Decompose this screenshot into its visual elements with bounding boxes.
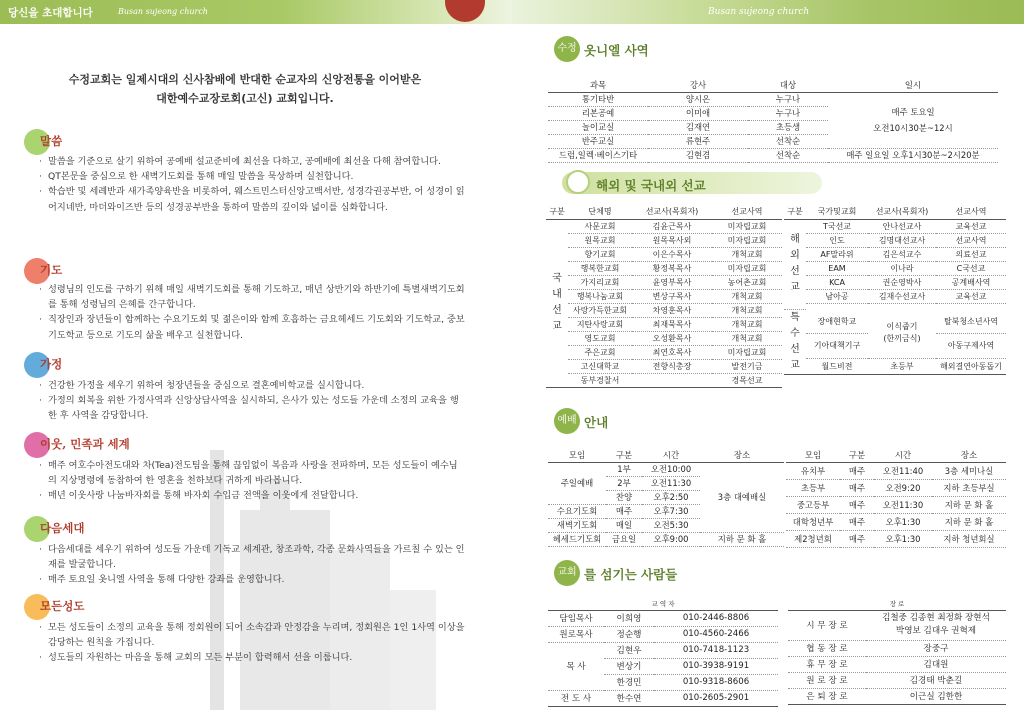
cell: 교육선교 xyxy=(936,219,1006,233)
right-page xyxy=(512,0,1024,717)
worship-circle: 예배 xyxy=(554,408,580,434)
othniel-title: 옷니엘 사역 xyxy=(584,43,649,58)
table-row xyxy=(548,626,778,642)
cell: 김현겸 xyxy=(648,148,748,162)
cell: 농어촌교회 xyxy=(712,275,782,289)
cell: 드럼,일렉·베이스기타 xyxy=(548,148,648,162)
othniel-table xyxy=(548,78,998,163)
nextgen-section-title: 다음세대 xyxy=(40,521,85,535)
intro-line-2: 대한예수교장로회(고신) 교회입니다. xyxy=(156,92,334,105)
othniel-time-1a: 매주 토요일 xyxy=(891,107,935,117)
worship-table-left xyxy=(548,448,784,547)
cell: 누구나 xyxy=(748,92,828,106)
table-row xyxy=(546,345,782,359)
table-row xyxy=(546,261,782,275)
othniel-col-header: 강사 xyxy=(648,78,748,92)
cell: 개척교회 xyxy=(712,331,782,345)
cell: 매주 xyxy=(840,530,874,547)
special-label: 특수선교 xyxy=(784,309,806,374)
bible-image xyxy=(445,0,485,22)
table-row xyxy=(548,610,778,626)
cell: 제2청년회 xyxy=(786,530,840,547)
cell: 3층 대예배실 xyxy=(700,462,784,532)
table-row xyxy=(546,303,782,317)
cell: 김재수선교사 xyxy=(868,289,936,303)
cell: 경목선교 xyxy=(712,373,782,387)
table-row xyxy=(786,513,1006,530)
word-section-title: 말씀 xyxy=(40,134,63,148)
left-header-script: Busan sujeong church xyxy=(118,7,208,16)
cell xyxy=(868,309,936,358)
table-row xyxy=(548,690,778,706)
cell: 김재연 xyxy=(648,120,748,134)
cell: 오전5:30 xyxy=(642,518,700,532)
family-bullets xyxy=(38,378,466,424)
cell: 반주교실 xyxy=(548,134,648,148)
cell: 오전11:30 xyxy=(642,476,700,490)
family-item: · 건강한 가정을 세우기 위하여 청장년들을 중심으로 결혼예비학교를 실시합니다. xyxy=(38,378,466,393)
cell: 리본공예 xyxy=(548,106,648,120)
cell: 1부 xyxy=(606,462,642,476)
cell: 초등부 xyxy=(786,479,840,496)
intro xyxy=(0,70,490,108)
table-row xyxy=(784,358,1006,374)
cell: 010-2446-8806 xyxy=(654,610,778,626)
cell: 고신대학교 xyxy=(568,359,632,373)
allmembers-section-title: 모든성도 xyxy=(40,599,85,613)
table-row xyxy=(784,233,1006,247)
cell: 은 퇴 장 로 xyxy=(788,688,866,704)
cell: 이나라 xyxy=(868,261,936,275)
table-row xyxy=(784,219,1006,233)
table-row xyxy=(788,656,1006,672)
cell: 협 동 장 로 xyxy=(788,640,866,656)
elders-header: 장 로 xyxy=(788,598,1006,610)
cell: 김윤근목사 xyxy=(632,219,712,233)
table-row xyxy=(546,247,782,261)
othniel-circle: 수정 xyxy=(554,36,580,62)
left-header-title: 당신을 초대합니다 xyxy=(8,7,93,19)
cell: 휴 무 장 로 xyxy=(788,656,866,672)
cell: 행복나눔교회 xyxy=(568,289,632,303)
table-row xyxy=(546,289,782,303)
allmembers-item: · 모든 성도들이 소정의 교육을 통해 정회원이 되어 소속감과 안정감을 누리며, 정회원은 1인 1사역 이상을 감당하는 원칙을 가집니다. xyxy=(38,620,466,650)
cell: 윤영부목사 xyxy=(632,275,712,289)
overseas-missions-table xyxy=(784,205,1006,375)
col-header: 선교사역 xyxy=(936,205,1006,219)
cell: 양시온 xyxy=(648,92,748,106)
othniel-col-header: 과목 xyxy=(548,78,648,92)
cell xyxy=(866,610,1006,640)
col-header: 국가및교회 xyxy=(806,205,868,219)
col-header: 선교사역 xyxy=(712,205,782,219)
col-header: 선교사(목회자) xyxy=(868,205,936,219)
othniel-header-row xyxy=(548,78,998,92)
cell: 권순영박사 xyxy=(868,275,936,289)
worship-header-row xyxy=(786,448,1006,462)
elders-header-row xyxy=(788,598,1006,610)
col-header: 모임 xyxy=(786,448,840,462)
table-row xyxy=(786,462,1006,479)
cell: KCA xyxy=(806,275,868,289)
cell: 동부경찰서 xyxy=(568,373,632,387)
cell: 원목교회 xyxy=(568,233,632,247)
cell: 미자립교회 xyxy=(712,219,782,233)
cell: 금요일 xyxy=(606,532,642,546)
cell: 오전10:00 xyxy=(642,462,700,476)
cell: 월드비전 xyxy=(806,358,868,374)
cell: 해외결연아동돕기 xyxy=(936,358,1006,374)
neighbor-bullets xyxy=(38,458,466,504)
cell: 향기교회 xyxy=(568,247,632,261)
cell: 오성환목사 xyxy=(632,331,712,345)
cell: 매주 xyxy=(840,496,874,513)
othniel-col-header: 일시 xyxy=(828,78,998,92)
cell: 공계배사역 xyxy=(936,275,1006,289)
cell: 오후9:00 xyxy=(642,532,700,546)
neighbor-item: · 매년 이웃사랑 나눔바자회를 통해 바자회 수입금 전액을 이웃에게 전달합니다. xyxy=(38,488,466,503)
cell: 인도 xyxy=(806,233,868,247)
cell: 주일예배 xyxy=(548,462,606,504)
missions-header xyxy=(562,172,822,198)
cell: 아동구제사역 xyxy=(936,334,1006,359)
domestic-missions-table xyxy=(546,205,782,388)
cell: 사랑가득한교회 xyxy=(568,303,632,317)
nextgen-bullets xyxy=(38,542,466,588)
allmembers-bullets xyxy=(38,620,466,666)
table-row xyxy=(784,275,1006,289)
missions-header-row xyxy=(546,205,782,219)
cell: 사문교회 xyxy=(568,219,632,233)
cell: T국선교 xyxy=(806,219,868,233)
table-row xyxy=(548,532,784,546)
othniel-time-2: 매주 일요일 오후1시30분~2시20분 xyxy=(828,148,998,162)
cell: 선착순 xyxy=(748,148,828,162)
cell: 미자립교회 xyxy=(712,261,782,275)
cell: 이미애 xyxy=(648,106,748,120)
col-header: 구분 xyxy=(546,205,568,219)
family-item: · 가정의 회복을 위한 가정사역과 신앙상담사역을 실시하되, 은사가 있는 성도들 가운데 소정의 교육을 행한 후 사역을 감당합니다. xyxy=(38,393,466,423)
cell: 오전11:30 xyxy=(874,496,932,513)
cell: 대학청년부 xyxy=(786,513,840,530)
col-header: 구분 xyxy=(840,448,874,462)
cell: 선착순 xyxy=(748,134,828,148)
cell: 중고등부 xyxy=(786,496,840,513)
cell: 원목목사외 xyxy=(632,233,712,247)
cell: 010-3938-9191 xyxy=(654,658,778,674)
cell: 지하 청년회실 xyxy=(932,530,1006,547)
col-header: 구분 xyxy=(784,205,806,219)
col-header: 모임 xyxy=(548,448,606,462)
cell: 변상구목사 xyxy=(632,289,712,303)
othniel-time-1b: 오전10시30분~12시 xyxy=(873,123,953,133)
clergy-header: 교 역 자 xyxy=(548,598,778,610)
cell: 헤세드기도회 xyxy=(548,532,606,546)
worship-table-right xyxy=(786,448,1006,548)
table-row xyxy=(788,688,1006,704)
cell: 이희영 xyxy=(604,610,654,626)
cell: 지하 초등부실 xyxy=(932,479,1006,496)
othniel-time-1 xyxy=(828,92,998,148)
cell: 한경민 xyxy=(604,674,654,690)
cell: 선교사역 xyxy=(936,233,1006,247)
cell: 정순행 xyxy=(604,626,654,642)
col-header: 시간 xyxy=(642,448,700,462)
cell: 변상기 xyxy=(604,658,654,674)
cell: 개척교회 xyxy=(712,303,782,317)
cell: 류현주 xyxy=(648,134,748,148)
prayer-bullets xyxy=(38,282,466,343)
cell: 오후7:30 xyxy=(642,504,700,518)
cell: 행복한교회 xyxy=(568,261,632,275)
cell: 주은교회 xyxy=(568,345,632,359)
prayer-item: · 성령님의 인도를 구하기 위해 매일 새벽기도회를 통해 기도하고, 매년 상반기와 하반기에 특별새벽기도회를 통해 성령님의 은혜를 간구합니다. xyxy=(38,282,466,312)
cell: 차영훈목사 xyxy=(632,303,712,317)
cell: 김현우 xyxy=(604,642,654,658)
table-row xyxy=(788,640,1006,656)
table-row xyxy=(548,462,784,476)
word-item: · 학습반 및 세례반과 새가족양육반을 비롯하여, 웨스트민스터신앙고백서반, 성경각권공부반, 어 성경이 읽어지네반, 마더와이즈반 등의 성경공부반을 통하여 말씀의 깊이와 넓이를 심화합니다. xyxy=(38,184,466,214)
cell: 오후1:30 xyxy=(874,530,932,547)
table-row xyxy=(786,496,1006,513)
cell-line: 박영보 김대우 권혁제 xyxy=(895,626,977,636)
cell: 시 무 장 로 xyxy=(788,610,866,640)
missions-title: 해외 및 국내외 선교 xyxy=(596,178,706,193)
worship-header-row xyxy=(548,448,784,462)
prayer-section-title: 기도 xyxy=(40,263,63,277)
cell: 수요기도회 xyxy=(548,504,606,518)
table-row xyxy=(548,642,778,658)
clergy-table xyxy=(548,598,778,707)
cell: 초등부 xyxy=(868,358,936,374)
cell: 미자립교회 xyxy=(712,233,782,247)
globe-icon xyxy=(566,170,590,194)
cell: 탈북청소년사역 xyxy=(936,309,1006,334)
cell: 교육선교 xyxy=(936,289,1006,303)
cell: 010-2605-2901 xyxy=(654,690,778,706)
cell: 매주 xyxy=(840,462,874,479)
cell: 담임목사 xyxy=(548,610,604,626)
cell: 가지리교회 xyxy=(568,275,632,289)
cell: 원 로 장 로 xyxy=(788,672,866,688)
cell: 지탄사랑교회 xyxy=(568,317,632,331)
cell: 안나선교사 xyxy=(868,219,936,233)
word-bullets xyxy=(38,154,466,215)
table-row xyxy=(546,219,782,233)
cell: 오후2:50 xyxy=(642,490,700,504)
cell: 매주 xyxy=(840,479,874,496)
cell: 발전기금 xyxy=(712,359,782,373)
cell: 개척교회 xyxy=(712,247,782,261)
cell: 장중구 xyxy=(866,640,1006,656)
cell: 김대원 xyxy=(866,656,1006,672)
elders-table xyxy=(788,598,1006,705)
clergy-header-row xyxy=(548,598,778,610)
cell: 황정복목사 xyxy=(632,261,712,275)
family-section-title: 가정 xyxy=(40,357,63,371)
table-row xyxy=(546,317,782,331)
cell: 통기타반 xyxy=(548,92,648,106)
cell: 김경태 박춘길 xyxy=(866,672,1006,688)
cell: 한수연 xyxy=(604,690,654,706)
word-item: · 말씀을 기준으로 살기 위하여 공예배 설교준비에 최선을 다하고, 공예배에 최선을 다해 참여합니다. xyxy=(38,154,466,169)
cell: 오전11:40 xyxy=(874,462,932,479)
cell: 전향식총장 xyxy=(632,359,712,373)
cell: 지하 문 화 홀 xyxy=(932,513,1006,530)
neighbor-section-title: 이웃, 민족과 세계 xyxy=(40,437,130,451)
table-row xyxy=(788,610,1006,640)
cell: 누구나 xyxy=(748,106,828,120)
cell: 오전9:20 xyxy=(874,479,932,496)
word-item: · QT본문을 중심으로 한 새벽기도회를 통해 매일 말씀을 묵상하며 실천합니다. xyxy=(38,169,466,184)
cell-line: (한끼금식) xyxy=(883,334,921,344)
prayer-item: · 직장인과 장년들이 함께하는 수요기도회 및 젊은이와 함께 호흡하는 금요헤세드 기도회와 기도학교, 중보기도학교 등으로 기도의 삶을 배우고 실천합니다. xyxy=(38,312,466,342)
cell: 매주 xyxy=(606,504,642,518)
cell-line: 김철중 김종현 최정화 장현석 xyxy=(882,613,990,623)
table-row xyxy=(784,261,1006,275)
cell: 남아공 xyxy=(806,289,868,303)
table-row xyxy=(546,373,782,387)
domestic-label: 국내선교 xyxy=(546,219,568,387)
cell: 유치부 xyxy=(786,462,840,479)
col-header: 구분 xyxy=(606,448,642,462)
cell: 이은수목사 xyxy=(632,247,712,261)
cell: 매주 xyxy=(840,513,874,530)
col-header: 시간 xyxy=(874,448,932,462)
cell: 영도교회 xyxy=(568,331,632,345)
missions-header-row xyxy=(784,205,1006,219)
cell: 개척교회 xyxy=(712,289,782,303)
cell: 최연호목사 xyxy=(632,345,712,359)
cell: 010-7418-1123 xyxy=(654,642,778,658)
table-row xyxy=(546,331,782,345)
servants-title: 를 섬기는 사람들 xyxy=(584,567,678,582)
cell: 010-4560-2466 xyxy=(654,626,778,642)
right-header-bar xyxy=(512,0,1024,24)
right-header-script: Busan sujeong church xyxy=(708,7,810,17)
allmembers-item: · 성도들의 자원하는 마음을 통해 교회의 모든 부분이 합력해서 선을 이룹니다. xyxy=(38,650,466,665)
cell: 초등생 xyxy=(748,120,828,134)
servants-circle: 교회 xyxy=(554,560,580,586)
cell: 목 사 xyxy=(548,642,604,690)
cell: 놀이교실 xyxy=(548,120,648,134)
cell: 오후1:30 xyxy=(874,513,932,530)
table-row xyxy=(548,92,998,106)
cell: AF말라위 xyxy=(806,247,868,261)
table-row xyxy=(546,275,782,289)
table-row xyxy=(786,479,1006,496)
cell: 이근실 김한한 xyxy=(866,688,1006,704)
worship-title: 안내 xyxy=(584,415,609,430)
table-row xyxy=(788,672,1006,688)
cell: 새벽기도회 xyxy=(548,518,606,532)
cell: 의료선교 xyxy=(936,247,1006,261)
cell: 미자립교회 xyxy=(712,345,782,359)
table-row xyxy=(546,233,782,247)
intro-line-1: 수정교회는 일제시대의 신사참배에 반대한 순교자의 신앙전통을 이어받은 xyxy=(68,73,422,86)
cell: 장애현학교 xyxy=(806,309,868,334)
cell-line: 이식줍기 xyxy=(886,322,918,332)
cell: EAM xyxy=(806,261,868,275)
table-row xyxy=(548,148,998,162)
cell: 김은석교수 xyxy=(868,247,936,261)
table-row xyxy=(786,530,1006,547)
cell: 매일 xyxy=(606,518,642,532)
table-row xyxy=(784,247,1006,261)
cell: 2부 xyxy=(606,476,642,490)
cell: 3층 세미나실 xyxy=(932,462,1006,479)
cell: 기아대책기구 xyxy=(806,334,868,359)
table-row xyxy=(784,289,1006,303)
nextgen-item: · 다음세대를 세우기 위하여 성도들 가운데 기독교 세계관, 창조과학, 각종 문화사역들을 가르칠 수 있는 인재를 발굴합니다. xyxy=(38,542,466,572)
cell: 원로목사 xyxy=(548,626,604,642)
col-header: 장소 xyxy=(700,448,784,462)
overseas-label: 해외선교 xyxy=(784,219,806,309)
othniel-col-header: 대상 xyxy=(748,78,828,92)
col-header: 단체명 xyxy=(568,205,632,219)
cell: 개척교회 xyxy=(712,317,782,331)
cell: C국선교 xyxy=(936,261,1006,275)
col-header: 선교사(목회자) xyxy=(632,205,712,219)
cell: 전 도 사 xyxy=(548,690,604,706)
cell: 지하 문 화 홀 xyxy=(932,496,1006,513)
table-row xyxy=(546,359,782,373)
cell: 지하 문 화 홀 xyxy=(700,532,784,546)
neighbor-item: · 매주 여호수아전도대와 차(Tea)전도팀을 통해 끊임없이 복음과 사랑을 전파하며, 모든 성도들이 예수님의 지상명령에 동참하여 한 영혼을 천하보다 귀하게 바라봅니다. xyxy=(38,458,466,488)
cell xyxy=(632,373,712,387)
col-header: 장소 xyxy=(932,448,1006,462)
nextgen-item: · 매주 토요일 옷니엘 사역을 통해 다양한 강좌를 운영합니다. xyxy=(38,572,466,587)
table-row xyxy=(784,309,1006,334)
left-header-bar xyxy=(0,0,512,24)
cell: 010-9318-8606 xyxy=(654,674,778,690)
cell: 김명대선교사 xyxy=(868,233,936,247)
cell: 최재묵목사 xyxy=(632,317,712,331)
cell: 찬양 xyxy=(606,490,642,504)
